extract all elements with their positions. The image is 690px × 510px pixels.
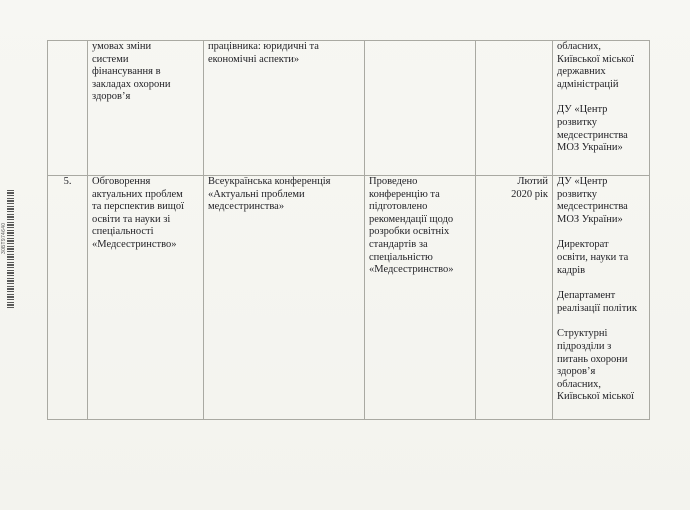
row-number-cell <box>48 41 88 176</box>
executor-paragraph: ДУ «Центр розвитку медсестринства МОЗ України» <box>557 176 628 225</box>
result-cell <box>365 41 476 176</box>
term-text: Лютий 2020 рік <box>511 176 548 200</box>
executor-paragraph: обласних, Київської міської державних адміністрацій <box>557 41 634 90</box>
side-barcode <box>1 190 15 310</box>
result-cell <box>365 176 476 420</box>
topic-cell <box>88 176 204 420</box>
barcode-number: 30БТ974640 <box>1 222 7 254</box>
event-text: Всеукраїнська конференція «Актуальні проблеми медсестринства» <box>208 176 331 213</box>
table-row <box>48 41 650 176</box>
executor-paragraph: Департамент реалізації політик <box>557 290 638 314</box>
executor-paragraph: ДУ «Центр розвитку медсестринства МОЗ України» <box>557 104 628 154</box>
executor-paragraph: Директорат освіти, науки та кадрів <box>557 239 629 276</box>
barcode-bars <box>7 190 14 308</box>
row-number: 5. <box>63 176 72 187</box>
row-number-cell <box>48 176 88 420</box>
topic-text: умовах зміни системи фінансування в закладах охорони здоров’я <box>92 41 171 103</box>
executors-cell <box>553 41 650 176</box>
plan-table <box>47 40 650 420</box>
topic-cell <box>88 41 204 176</box>
executors-cell <box>553 176 650 420</box>
event-cell <box>204 176 365 420</box>
term-cell <box>476 41 553 176</box>
table-row <box>48 176 650 420</box>
event-text: працівника: юридичні та економічні аспекти» <box>208 41 319 65</box>
result-text: Проведено конференцію та підготовлено рекомендації щодо розробки освітніх стандартів за спеціальністю «Медсестринство» <box>369 176 454 276</box>
executor-paragraph: Структурні підрозділи з питань охорони здоров’я обласних, Київської міської <box>557 328 634 403</box>
event-cell <box>204 41 365 176</box>
topic-text: Обговорення актуальних проблем та перспектив вищої освіти та науки зі спеціальності «Медсестринство» <box>92 176 185 250</box>
term-cell <box>476 176 553 420</box>
